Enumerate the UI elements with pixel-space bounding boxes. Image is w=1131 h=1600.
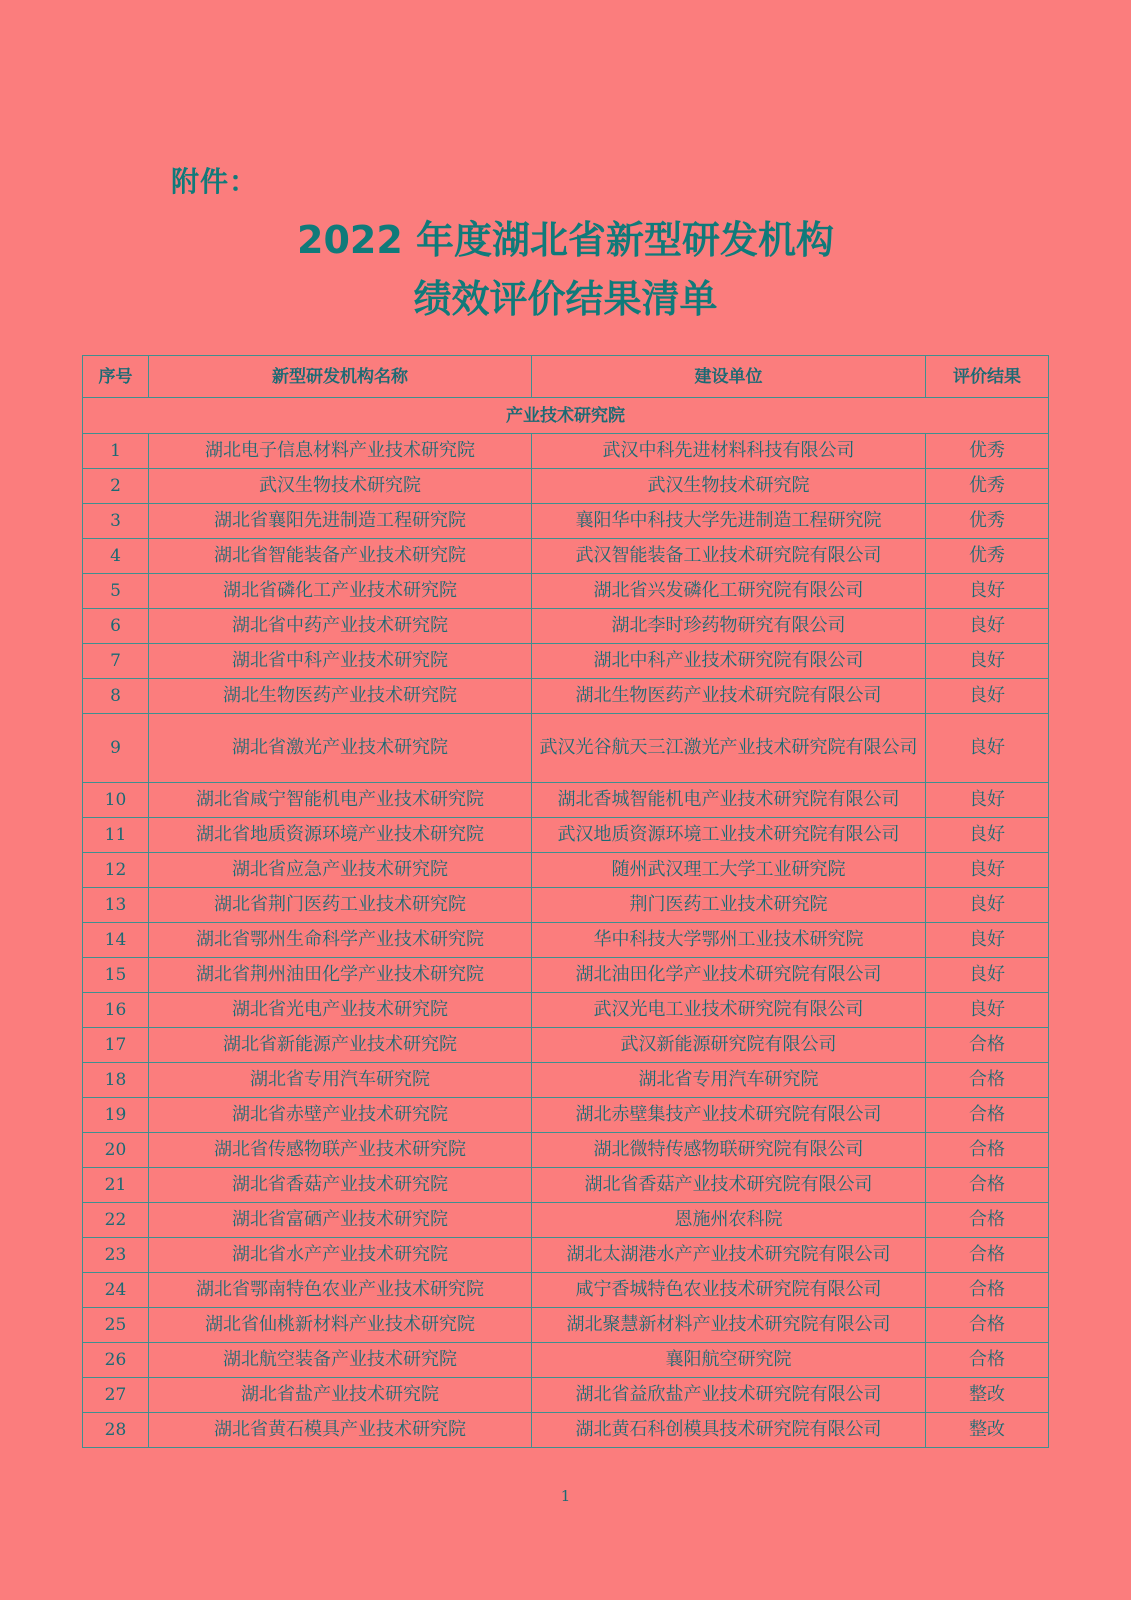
row-evaluation-result: 良好: [926, 993, 1049, 1028]
row-construction-unit: 襄阳航空研究院: [532, 1343, 926, 1378]
row-construction-unit: 湖北香城智能机电产业技术研究院有限公司: [532, 783, 926, 818]
row-construction-unit: 武汉光电工业技术研究院有限公司: [532, 993, 926, 1028]
row-institution-name: 湖北省鄂州生命科学产业技术研究院: [149, 923, 532, 958]
row-institution-name: 湖北电子信息材料产业技术研究院: [149, 434, 532, 469]
table-row: [83, 993, 1049, 1028]
row-construction-unit: 武汉生物技术研究院: [532, 469, 926, 504]
row-serial-number: 8: [83, 679, 149, 714]
row-serial-number: 1: [83, 434, 149, 469]
header-serial-number: 序号: [83, 356, 149, 398]
attachment-label: 附件：: [171, 165, 259, 198]
row-construction-unit: 恩施州农科院: [532, 1203, 926, 1238]
row-construction-unit: 武汉中科先进材料科技有限公司: [532, 434, 926, 469]
row-institution-name: 湖北省中药产业技术研究院: [149, 609, 532, 644]
row-serial-number: 9: [83, 714, 149, 783]
row-evaluation-result: 优秀: [926, 434, 1049, 469]
row-evaluation-result: 合格: [926, 1308, 1049, 1343]
row-construction-unit: 随州武汉理工大学工业研究院: [532, 853, 926, 888]
row-institution-name: 湖北省智能装备产业技术研究院: [149, 539, 532, 574]
table-row: [83, 1028, 1049, 1063]
row-institution-name: 湖北省磷化工产业技术研究院: [149, 574, 532, 609]
document-title-line1: 2022 年度湖北省新型研发机构: [297, 218, 834, 262]
row-evaluation-result: 合格: [926, 1168, 1049, 1203]
row-serial-number: 17: [83, 1028, 149, 1063]
row-evaluation-result: 整改: [926, 1413, 1049, 1448]
table-row: [83, 1098, 1049, 1133]
table-row: [83, 1378, 1049, 1413]
row-serial-number: 28: [83, 1413, 149, 1448]
table-row: [83, 1203, 1049, 1238]
row-institution-name: 湖北省新能源产业技术研究院: [149, 1028, 532, 1063]
table-row: [83, 1168, 1049, 1203]
row-institution-name: 湖北省地质资源环境产业技术研究院: [149, 818, 532, 853]
table-row: [83, 1133, 1049, 1168]
row-institution-name: 湖北省荆门医药工业技术研究院: [149, 888, 532, 923]
row-serial-number: 25: [83, 1308, 149, 1343]
row-evaluation-result: 良好: [926, 923, 1049, 958]
row-evaluation-result: 合格: [926, 1098, 1049, 1133]
table-body: [83, 398, 1049, 1448]
row-institution-name: 湖北省荆州油田化学产业技术研究院: [149, 958, 532, 993]
table-row: [83, 714, 1049, 783]
row-evaluation-result: 良好: [926, 644, 1049, 679]
section-title: 产业技术研究院: [83, 398, 1049, 434]
row-construction-unit: 湖北黄石科创模具技术研究院有限公司: [532, 1413, 926, 1448]
page-number: 1: [560, 1487, 571, 1505]
row-evaluation-result: 良好: [926, 853, 1049, 888]
row-construction-unit: 咸宁香城特色农业技术研究院有限公司: [532, 1273, 926, 1308]
row-institution-name: 湖北省传感物联产业技术研究院: [149, 1133, 532, 1168]
row-serial-number: 20: [83, 1133, 149, 1168]
table-row: [83, 1063, 1049, 1098]
row-serial-number: 19: [83, 1098, 149, 1133]
row-institution-name: 湖北省咸宁智能机电产业技术研究院: [149, 783, 532, 818]
row-construction-unit: 湖北聚慧新材料产业技术研究院有限公司: [532, 1308, 926, 1343]
table-row: [83, 958, 1049, 993]
row-institution-name: 湖北省应急产业技术研究院: [149, 853, 532, 888]
row-serial-number: 2: [83, 469, 149, 504]
row-evaluation-result: 良好: [926, 818, 1049, 853]
row-evaluation-result: 整改: [926, 1378, 1049, 1413]
row-evaluation-result: 优秀: [926, 469, 1049, 504]
table-row: [83, 1308, 1049, 1343]
row-construction-unit: 湖北省香菇产业技术研究院有限公司: [532, 1168, 926, 1203]
row-serial-number: 22: [83, 1203, 149, 1238]
row-construction-unit: 湖北微特传感物联研究院有限公司: [532, 1133, 926, 1168]
row-institution-name: 湖北生物医药产业技术研究院: [149, 679, 532, 714]
row-evaluation-result: 良好: [926, 958, 1049, 993]
row-evaluation-result: 良好: [926, 679, 1049, 714]
row-construction-unit: 湖北赤壁集技产业技术研究院有限公司: [532, 1098, 926, 1133]
table-row: [83, 539, 1049, 574]
row-construction-unit: 华中科技大学鄂州工业技术研究院: [532, 923, 926, 958]
row-serial-number: 7: [83, 644, 149, 679]
row-construction-unit: 湖北生物医药产业技术研究院有限公司: [532, 679, 926, 714]
row-construction-unit: 荆门医药工业技术研究院: [532, 888, 926, 923]
row-institution-name: 湖北省光电产业技术研究院: [149, 993, 532, 1028]
row-construction-unit: 湖北中科产业技术研究院有限公司: [532, 644, 926, 679]
row-institution-name: 湖北省盐产业技术研究院: [149, 1378, 532, 1413]
header-construction-unit: 建设单位: [532, 356, 926, 398]
table-row: [83, 1413, 1049, 1448]
row-institution-name: 湖北省仙桃新材料产业技术研究院: [149, 1308, 532, 1343]
row-serial-number: 6: [83, 609, 149, 644]
row-serial-number: 18: [83, 1063, 149, 1098]
row-institution-name: 湖北省富硒产业技术研究院: [149, 1203, 532, 1238]
row-serial-number: 10: [83, 783, 149, 818]
row-institution-name: 湖北省水产产业技术研究院: [149, 1238, 532, 1273]
row-serial-number: 27: [83, 1378, 149, 1413]
row-evaluation-result: 优秀: [926, 539, 1049, 574]
row-institution-name: 湖北航空装备产业技术研究院: [149, 1343, 532, 1378]
table-row: [83, 783, 1049, 818]
row-serial-number: 3: [83, 504, 149, 539]
row-construction-unit: 湖北太湖港水产产业技术研究院有限公司: [532, 1238, 926, 1273]
row-construction-unit: 湖北李时珍药物研究有限公司: [532, 609, 926, 644]
section-row: [83, 398, 1049, 434]
row-institution-name: 湖北省赤壁产业技术研究院: [149, 1098, 532, 1133]
row-institution-name: 湖北省激光产业技术研究院: [149, 714, 532, 783]
row-institution-name: 湖北省黄石模具产业技术研究院: [149, 1413, 532, 1448]
row-evaluation-result: 合格: [926, 1028, 1049, 1063]
table-header-row: [83, 356, 1049, 398]
row-evaluation-result: 合格: [926, 1238, 1049, 1273]
row-serial-number: 15: [83, 958, 149, 993]
table-row: [83, 679, 1049, 714]
row-serial-number: 24: [83, 1273, 149, 1308]
row-serial-number: 23: [83, 1238, 149, 1273]
row-serial-number: 11: [83, 818, 149, 853]
table-row: [83, 853, 1049, 888]
row-serial-number: 4: [83, 539, 149, 574]
row-construction-unit: 湖北省益欣盐产业技术研究院有限公司: [532, 1378, 926, 1413]
row-construction-unit: 武汉光谷航天三江激光产业技术研究院有限公司: [532, 714, 926, 783]
row-evaluation-result: 良好: [926, 714, 1049, 783]
row-construction-unit: 湖北省专用汽车研究院: [532, 1063, 926, 1098]
row-institution-name: 湖北省香菇产业技术研究院: [149, 1168, 532, 1203]
document-title-line2: 绩效评价结果清单: [413, 277, 718, 321]
row-evaluation-result: 良好: [926, 574, 1049, 609]
row-evaluation-result: 良好: [926, 609, 1049, 644]
evaluation-results-table: [82, 355, 1049, 1448]
row-serial-number: 16: [83, 993, 149, 1028]
table-row: [83, 434, 1049, 469]
row-institution-name: 湖北省中科产业技术研究院: [149, 644, 532, 679]
row-serial-number: 14: [83, 923, 149, 958]
row-serial-number: 12: [83, 853, 149, 888]
row-evaluation-result: 良好: [926, 888, 1049, 923]
row-evaluation-result: 优秀: [926, 504, 1049, 539]
table-row: [83, 644, 1049, 679]
row-institution-name: 湖北省襄阳先进制造工程研究院: [149, 504, 532, 539]
row-serial-number: 21: [83, 1168, 149, 1203]
row-evaluation-result: 合格: [926, 1273, 1049, 1308]
row-institution-name: 湖北省专用汽车研究院: [149, 1063, 532, 1098]
table-row: [83, 888, 1049, 923]
row-evaluation-result: 合格: [926, 1133, 1049, 1168]
row-construction-unit: 武汉地质资源环境工业技术研究院有限公司: [532, 818, 926, 853]
row-evaluation-result: 良好: [926, 783, 1049, 818]
table-row: [83, 1343, 1049, 1378]
table-row: [83, 923, 1049, 958]
row-construction-unit: 襄阳华中科技大学先进制造工程研究院: [532, 504, 926, 539]
row-evaluation-result: 合格: [926, 1343, 1049, 1378]
table-row: [83, 818, 1049, 853]
row-evaluation-result: 合格: [926, 1203, 1049, 1238]
table-row: [83, 574, 1049, 609]
header-institution-name: 新型研发机构名称: [149, 356, 532, 398]
table-row: [83, 469, 1049, 504]
row-serial-number: 26: [83, 1343, 149, 1378]
row-serial-number: 13: [83, 888, 149, 923]
row-evaluation-result: 合格: [926, 1063, 1049, 1098]
row-institution-name: 武汉生物技术研究院: [149, 469, 532, 504]
row-serial-number: 5: [83, 574, 149, 609]
row-construction-unit: 武汉新能源研究院有限公司: [532, 1028, 926, 1063]
header-evaluation-result: 评价结果: [926, 356, 1049, 398]
table-row: [83, 609, 1049, 644]
table-row: [83, 1238, 1049, 1273]
row-construction-unit: 湖北省兴发磷化工研究院有限公司: [532, 574, 926, 609]
row-institution-name: 湖北省鄂南特色农业产业技术研究院: [149, 1273, 532, 1308]
table-row: [83, 504, 1049, 539]
table-row: [83, 1273, 1049, 1308]
row-construction-unit: 湖北油田化学产业技术研究院有限公司: [532, 958, 926, 993]
row-construction-unit: 武汉智能装备工业技术研究院有限公司: [532, 539, 926, 574]
